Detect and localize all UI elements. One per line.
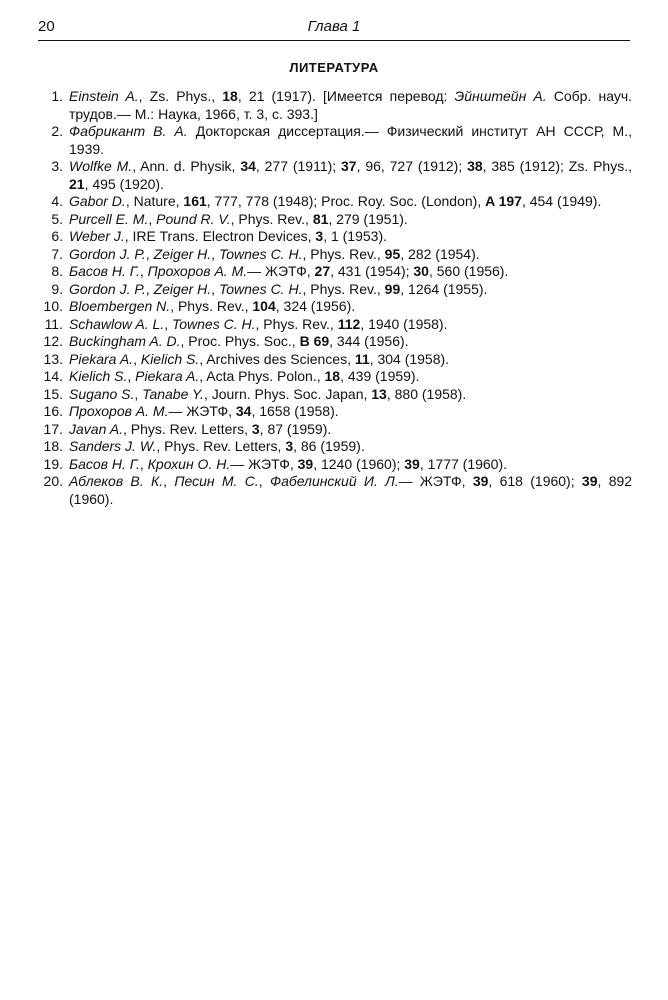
- author-name: Schawlow A. L.: [69, 315, 165, 332]
- citation-text: , 560 (1956).: [428, 263, 509, 279]
- running-head: Глава 1: [307, 18, 361, 35]
- author-name: Weber J.: [69, 228, 125, 244]
- citation-text: — ЖЭТФ,: [168, 403, 236, 419]
- author-name: Басов Н. Г.: [69, 455, 140, 472]
- reference-item: [38, 298, 632, 316]
- citation-text: , Phys. Rev.,: [255, 315, 338, 332]
- reference-number: 2.: [51, 123, 63, 139]
- reference-number: 8.: [51, 263, 63, 279]
- volume-number: 27: [314, 263, 331, 279]
- reference-number: 16.: [43, 403, 63, 419]
- reference-number: 13.: [43, 350, 63, 367]
- reference-item: [38, 246, 632, 264]
- reference-item: [38, 421, 632, 439]
- author-name: Einstein A.: [69, 88, 139, 104]
- reference-number: 15.: [43, 385, 63, 402]
- citation-text: , 344 (1956).: [329, 333, 409, 349]
- reference-number: 11.: [44, 315, 63, 332]
- citation-text: , Phys. Rev.,: [302, 245, 385, 262]
- citation-text: — ЖЭТФ,: [230, 455, 298, 472]
- author-name: Фабрикант В. А.: [69, 123, 188, 139]
- citation-text: , 777, 778 (1948); Proc. Roy. Soc. (London),: [206, 193, 486, 209]
- reference-item: [38, 281, 632, 299]
- reference-number: 5.: [51, 210, 63, 227]
- author-name: Эйнштейн А.: [454, 88, 547, 104]
- reference-text: [69, 351, 449, 367]
- author-name: Purcell E. M.: [69, 210, 149, 227]
- reference-item: [38, 351, 632, 369]
- author-name: Басов Н. Г.: [69, 263, 140, 279]
- citation-text: ,: [139, 455, 148, 472]
- author-name: Gabor D.: [69, 193, 126, 209]
- reference-item: [38, 211, 632, 229]
- reference-list: [38, 88, 632, 508]
- citation-text: ,: [139, 263, 148, 279]
- reference-number: 1.: [51, 88, 63, 104]
- reference-text: [69, 438, 365, 454]
- volume-number: 37: [341, 158, 357, 174]
- citation-text: ,: [164, 315, 172, 332]
- citation-text: , 277 (1911);: [255, 158, 342, 174]
- volume-number: 161: [183, 193, 207, 209]
- citation-text: , 431 (1954);: [330, 263, 414, 279]
- citation-text: , Phys. Rev.,: [170, 298, 253, 314]
- author-name: Крохин О. Н.: [147, 455, 231, 472]
- reference-item: [38, 88, 632, 123]
- citation-text: , 892 (1960).: [69, 473, 633, 507]
- reference-item: [38, 386, 632, 404]
- reference-number: 3.: [51, 158, 63, 174]
- citation-text: ,: [127, 368, 136, 384]
- volume-number: 39: [472, 473, 489, 489]
- volume-number: 34: [235, 403, 252, 419]
- volume-number: 11: [354, 350, 370, 367]
- author-name: Фабелинский И. Л.: [269, 473, 399, 489]
- reference-number: 20.: [43, 473, 63, 489]
- citation-text: , Journ. Phys. Soc. Japan,: [203, 385, 372, 402]
- citation-text: ,: [145, 280, 154, 297]
- reference-item: [38, 456, 632, 474]
- citation-text: , 1 (1953).: [323, 228, 388, 244]
- reference-item: [38, 368, 632, 386]
- reference-number: 19.: [43, 455, 63, 472]
- citation-text: , 96, 727 (1912);: [356, 158, 468, 174]
- author-name: Townes C. H.: [218, 280, 303, 297]
- citation-text: ,: [211, 245, 219, 262]
- author-name: Kielich S.: [69, 368, 128, 384]
- citation-text: , Phys. Rev. Letters,: [156, 438, 286, 454]
- citation-text: , Phys. Rev. Letters,: [122, 420, 252, 437]
- citation-text: , 439 (1959).: [340, 368, 420, 384]
- citation-text: , 21 (1917). [Имеется перевод:: [237, 88, 455, 104]
- citation-text: , 880 (1958).: [386, 385, 467, 402]
- citation-text: ,: [134, 385, 143, 402]
- citation-text: ,: [145, 245, 154, 262]
- citation-text: — ЖЭТФ,: [247, 263, 315, 279]
- volume-number: 3: [285, 438, 294, 454]
- reference-number: 10.: [43, 298, 63, 314]
- author-name: Piekara A.: [69, 350, 134, 367]
- volume-number: 39: [404, 455, 420, 472]
- reference-item: [38, 193, 632, 211]
- reference-item: [38, 316, 632, 334]
- volume-number: 95: [384, 245, 401, 262]
- reference-text: [69, 246, 480, 262]
- reference-item: [38, 123, 632, 158]
- reference-text: [69, 228, 387, 244]
- author-name: Wolfke M.: [69, 158, 133, 174]
- citation-text: , 279 (1951).: [328, 210, 408, 227]
- volume-number: 112: [337, 315, 361, 332]
- citation-text: ,: [163, 473, 175, 489]
- citation-text: — ЖЭТФ,: [398, 473, 473, 489]
- author-name: Townes C. H.: [218, 245, 303, 262]
- reference-number: 9.: [51, 280, 63, 297]
- volume-number: 104: [252, 298, 276, 314]
- reference-text: [69, 386, 466, 402]
- reference-text: [69, 316, 447, 332]
- page-header: [38, 18, 630, 41]
- reference-text: [69, 193, 601, 209]
- citation-text: Собр. науч. трудов.— М.: Наука, 1966, т. 3, с. 393.]: [69, 88, 633, 122]
- reference-text: [69, 88, 632, 122]
- citation-text: , Archives des Sciences,: [199, 350, 355, 367]
- reference-text: [69, 473, 632, 507]
- reference-text: [69, 298, 355, 314]
- author-name: Gordon J. P.: [69, 245, 146, 262]
- citation-text: , 304 (1958).: [369, 350, 450, 367]
- citation-text: , 495 (1920).: [84, 175, 164, 192]
- reference-number: 12.: [43, 333, 63, 349]
- reference-number: 4.: [51, 193, 63, 209]
- citation-text: , 454 (1949).: [521, 193, 602, 209]
- citation-text: , 324 (1956).: [275, 298, 356, 314]
- citation-text: , Acta Phys. Polon.,: [199, 368, 325, 384]
- author-name: Pound R. V.: [156, 210, 231, 227]
- reference-number: 14.: [43, 368, 63, 384]
- citation-text: , 282 (1954).: [400, 245, 480, 262]
- author-name: Townes C. H.: [171, 315, 256, 332]
- author-name: Buckingham A. D.: [69, 333, 181, 349]
- author-name: Gordon J. P.: [69, 280, 146, 297]
- volume-number: 3: [315, 228, 324, 244]
- citation-text: , 618 (1960);: [488, 473, 582, 489]
- citation-text: , Nature,: [125, 193, 184, 209]
- citation-text: , Proc. Phys. Soc.,: [180, 333, 300, 349]
- reference-item: [38, 158, 632, 193]
- citation-text: , 1777 (1960).: [419, 455, 508, 472]
- author-name: Прохоров А. М.: [147, 263, 248, 279]
- reference-item: [38, 333, 632, 351]
- reference-item: [38, 403, 632, 421]
- author-name: Javan A.: [69, 420, 123, 437]
- volume-number: 18: [222, 88, 238, 104]
- reference-text: [69, 211, 408, 227]
- volume-number: 99: [384, 280, 401, 297]
- reference-text: [69, 368, 419, 384]
- author-name: Bloembergen N.: [69, 298, 171, 314]
- reference-text: [69, 281, 487, 297]
- citation-text: , 86 (1959).: [293, 438, 365, 454]
- reference-text: [69, 421, 331, 437]
- author-name: Kielich S.: [140, 350, 200, 367]
- citation-text: ,: [211, 280, 219, 297]
- citation-text: , IRE Trans. Electron Devices,: [124, 228, 316, 244]
- volume-number: 39: [581, 473, 598, 489]
- volume-number: 30: [413, 263, 429, 279]
- reference-item: [38, 473, 632, 508]
- reference-number: 6.: [51, 228, 63, 244]
- reference-item: [38, 228, 632, 246]
- author-name: Sanders J. W.: [69, 438, 157, 454]
- citation-text: , Phys. Rev.,: [302, 280, 385, 297]
- reference-text: [69, 456, 507, 472]
- reference-number: 7.: [51, 245, 63, 262]
- citation-text: , 1264 (1955).: [400, 280, 488, 297]
- reference-text: [69, 263, 508, 279]
- volume-number: 81: [312, 210, 329, 227]
- author-name: Аблеков В. К.: [69, 473, 164, 489]
- reference-text: [69, 403, 339, 419]
- citation-text: , Phys. Rev.,: [230, 210, 313, 227]
- reference-number: 18.: [43, 438, 63, 454]
- author-name: Zeiger H.: [153, 280, 212, 297]
- reference-text: [69, 158, 632, 192]
- volume-number: 13: [371, 385, 387, 402]
- citation-text: ,: [148, 210, 157, 227]
- volume-number: 18: [324, 368, 341, 384]
- author-name: Sugano S.: [69, 385, 135, 402]
- volume-number: 21: [69, 175, 85, 192]
- author-name: Прохоров А. М.: [69, 403, 169, 419]
- section-title: ЛИТЕРАТУРА: [289, 60, 379, 75]
- citation-text: ,: [133, 350, 141, 367]
- author-name: Tanabe Y.: [142, 385, 204, 402]
- citation-text: , Zs. Phys.,: [138, 88, 223, 104]
- reference-text: [69, 333, 409, 349]
- citation-text: ,: [258, 473, 270, 489]
- reference-text: [69, 123, 632, 157]
- reference-number: 17.: [43, 420, 63, 437]
- citation-text: , 87 (1959).: [259, 420, 332, 437]
- citation-text: , Ann. d. Physik,: [132, 158, 241, 174]
- author-name: Piekara A.: [135, 368, 200, 384]
- volume-number: 39: [297, 455, 314, 472]
- citation-text: , 1940 (1958).: [360, 315, 448, 332]
- reference-item: [38, 438, 632, 456]
- volume-number: B 69: [299, 333, 330, 349]
- volume-number: 38: [467, 158, 483, 174]
- reference-item: [38, 263, 632, 281]
- page-number: 20: [38, 18, 55, 35]
- citation-text: , 385 (1912); Zs. Phys.,: [482, 158, 632, 174]
- volume-number: 34: [240, 158, 256, 174]
- citation-text: , 1658 (1958).: [251, 403, 339, 419]
- author-name: Zeiger H.: [153, 245, 212, 262]
- volume-number: A 197: [485, 193, 522, 209]
- citation-text: , 1240 (1960);: [313, 455, 405, 472]
- volume-number: 3: [251, 420, 260, 437]
- citation-text: Докторская диссертация.— Физический институт АН СССР, М., 1939.: [69, 123, 633, 157]
- author-name: Песин М. С.: [174, 473, 259, 489]
